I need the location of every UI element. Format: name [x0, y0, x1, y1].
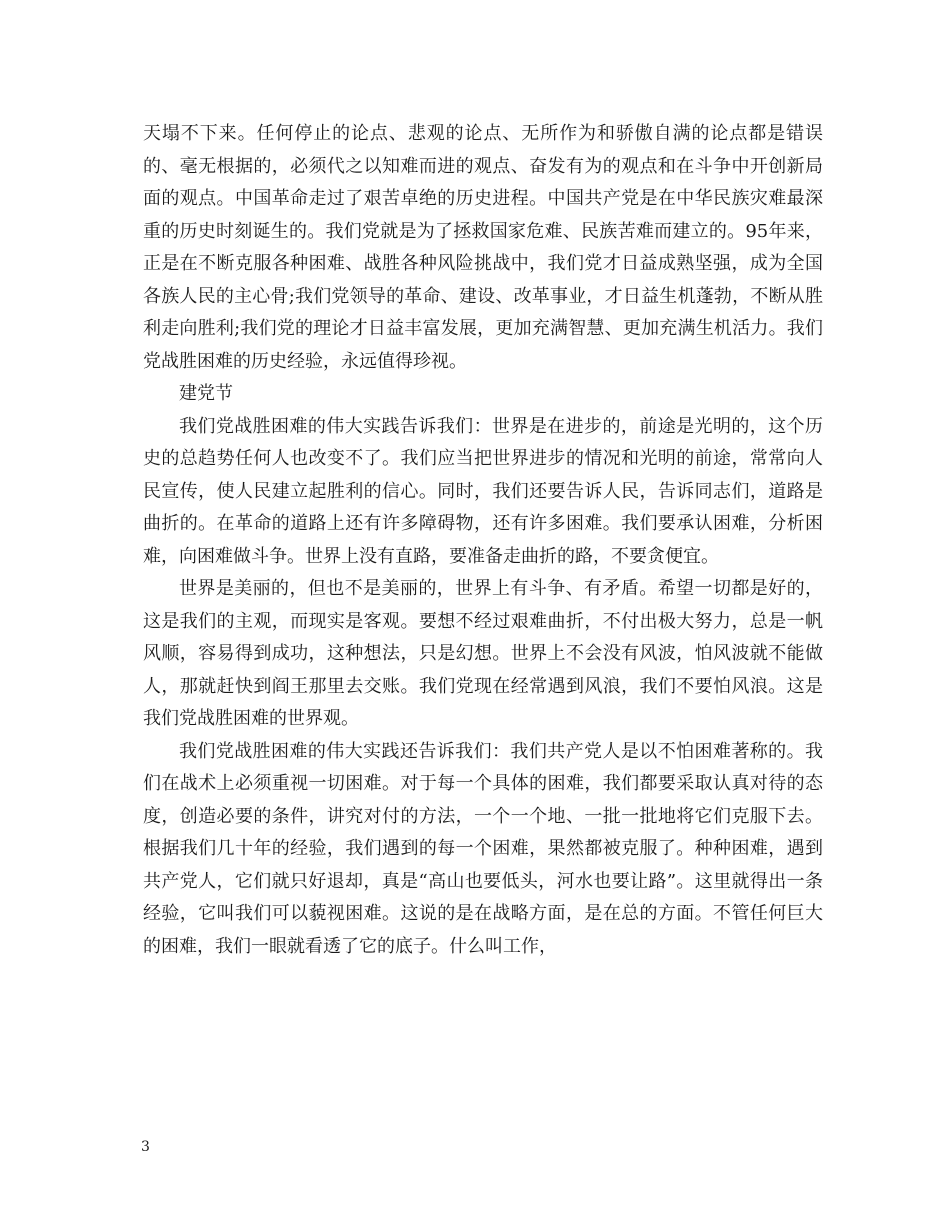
paragraph: 我们党战胜困难的伟大实践告诉我们：世界是在进步的，前途是光明的，这个历史的总趋势任何人也改变不了。我们应当把世界进步的情况和光明的前途，常常向人民宣传，使人民建立起胜利的信心。同时，我们还要告诉人民，告诉同志们，道路是曲折的。在革命的道路上还有许多障碍物，还有许多困难。我们要承认困难，分析困难，向困难做斗争。世界上没有直路，要准备走曲折的路，不要贪便宜。: [143, 415, 823, 567]
section-heading: 建党节: [179, 383, 233, 404]
paragraph-continued: 天塌不下来。任何停止的论点、悲观的论点、无所作为和骄傲自满的论点都是错误的、毫无根据的，必须代之以知难而进的观点、奋发有为的观点和在斗争中开创新局面的观点。中国革命走过了艰苦卓绝的历史进程。中国共产党是在中华民族灾难最深重的历史时刻诞生的。我们党就是为了拯救国家危难、民族苦难而建立的。95年来，正是在不断克服各种困难、战胜各种风险挑战中，我们党才日益成熟坚强，成为全国各族人民的主心骨;我们党领导的革命、建设、改革事业，才日益生机蓬勃，不断从胜利走向胜利;我们党的理论才日益丰富发展，更加充满智慧、更加充满生机活力。我们党战胜困难的历史经验，永远值得珍视。: [143, 123, 823, 372]
paragraph: 我们党战胜困难的伟大实践还告诉我们：我们共产党人是以不怕困难著称的。我们在战术上必须重视一切困难。对于每一个具体的困难，我们都要采取认真对待的态度，创造必要的条件，讲究对付的方法，一个一个地、一批一批地将它们克服下去。根据我们几十年的经验，我们遇到的每一个困难，果然都被克服了。种种困难，遇到共产党人，它们就只好退却，真是“高山也要低头，河水也要让路”。这里就得出一条经验，它叫我们可以藐视困难。这说的是在战略方面，是在总的方面。不管任何巨大的困难，我们一眼就看透了它的底子。什么叫工作，: [143, 740, 823, 957]
paragraph: 世界是美丽的，但也不是美丽的，世界上有斗争、有矛盾。希望一切都是好的，这是我们的主观，而现实是客观。要想不经过艰难曲折，不付出极大努力，总是一帆风顺，容易得到成功，这种想法，只是幻想。世界上不会没有风波，怕风波就不能做人，那就赶快到阎王那里去交账。我们党现在经常遇到风浪，我们不要怕风浪。这是我们党战胜困难的世界观。: [143, 578, 823, 729]
document-body: [143, 118, 823, 963]
page-number: 3: [141, 1139, 150, 1155]
